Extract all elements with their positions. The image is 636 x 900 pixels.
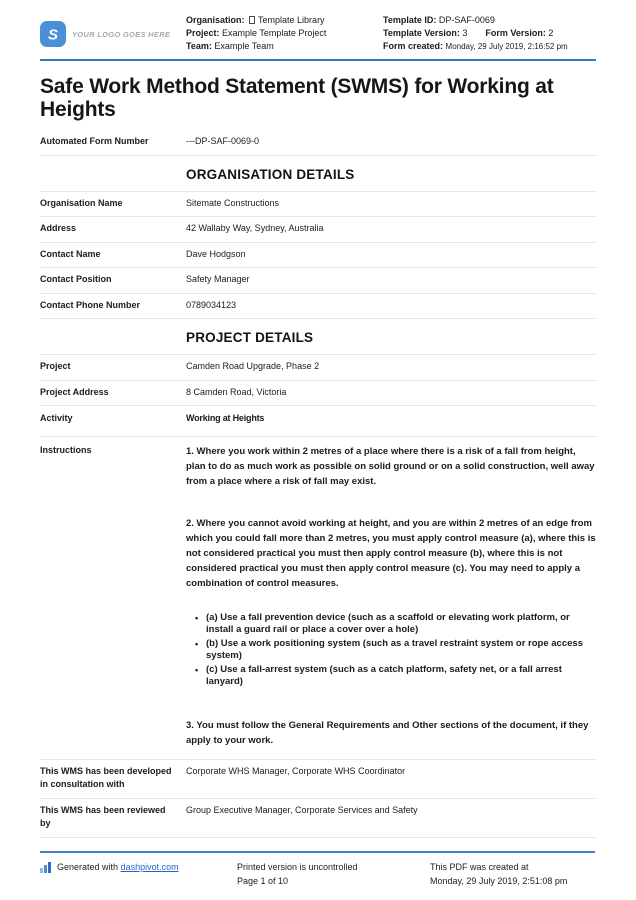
meta-form-created bbox=[383, 40, 596, 53]
reviewed-label: This WMS has been reviewed by bbox=[40, 804, 166, 829]
row-contact-position bbox=[40, 267, 596, 293]
form-version-value: 2 bbox=[548, 28, 554, 38]
row-project-address bbox=[40, 380, 596, 406]
control-measure-b: • (b) Use a work positioning system (such as a travel restraint system or rope access system) bbox=[194, 638, 596, 663]
contact-phone-label: Contact Phone Number bbox=[40, 299, 141, 310]
project-row-value: Camden Road Upgrade, Phase 2 bbox=[186, 361, 320, 372]
activity-value: Working at Heights bbox=[186, 413, 265, 424]
footer-printed-info bbox=[237, 860, 430, 888]
meta-project bbox=[186, 27, 383, 40]
document-footer bbox=[40, 851, 595, 888]
organisation-name-label: Organisation Name bbox=[40, 197, 123, 208]
row-reviewed-by bbox=[40, 798, 596, 838]
template-id-value: DP-SAF-0069 bbox=[438, 15, 495, 25]
contact-position-value: Safety Manager bbox=[186, 274, 250, 285]
instructions-para-1: 1. Where you work within 2 metres of a place where there is a risk of a fall from height, plan to do as much work as possible on solid ground or on a solid construction, well away from a place where a risk of fall may exist. bbox=[186, 445, 595, 487]
footer-generated bbox=[40, 860, 237, 888]
header-meta-left bbox=[186, 14, 383, 53]
contact-phone-value: 0789034123 bbox=[186, 299, 237, 310]
generated-prefix: Generated with bbox=[57, 862, 119, 872]
template-id-label: Template ID: bbox=[383, 15, 437, 25]
form-created-label: Form created: bbox=[383, 41, 444, 51]
dashpivot-logo-icon bbox=[40, 21, 66, 47]
activity-label: Activity bbox=[40, 413, 73, 424]
organisation-details-table bbox=[40, 191, 596, 320]
pdf-created-timestamp: Monday, 29 July 2019, 2:51:08 pm bbox=[430, 876, 568, 886]
header-meta-right bbox=[383, 14, 596, 53]
developed-label: This WMS has been developed in consultation with bbox=[40, 765, 172, 790]
organisation-name-value: Sitemate Constructions bbox=[186, 197, 280, 208]
header-divider bbox=[40, 59, 596, 61]
meta-organisation bbox=[186, 14, 383, 27]
dashpivot-link[interactable]: dashpivot.com bbox=[120, 862, 179, 872]
row-automated-form-number bbox=[40, 130, 596, 156]
meta-template-id bbox=[383, 14, 596, 27]
contact-name-label: Contact Name bbox=[40, 248, 101, 259]
address-value: 42 Wallaby Way, Sydney, Australia bbox=[186, 223, 324, 234]
control-measure-c: • (c) Use a fall-arrest system (such as a catch platform, safety net, or a fall arrest lanyard) bbox=[194, 664, 596, 689]
developed-value: Corporate WHS Manager, Corporate WHS Coordinator bbox=[186, 765, 406, 776]
instructions-content bbox=[186, 444, 596, 748]
form-version-label: Form Version: bbox=[485, 28, 546, 38]
project-details-table bbox=[40, 354, 596, 838]
contact-position-label: Contact Position bbox=[40, 274, 112, 285]
project-address-label: Project Address bbox=[40, 386, 109, 397]
printed-uncontrolled-text: Printed version is uncontrolled bbox=[237, 862, 358, 872]
row-project bbox=[40, 354, 596, 380]
template-version-label: Template Version: bbox=[383, 28, 460, 38]
organisation-label: Organisation: bbox=[186, 15, 245, 25]
organisation-details-heading: ORGANISATION DETAILS bbox=[186, 166, 355, 182]
control-measures-list bbox=[194, 612, 596, 689]
row-contact-phone-number bbox=[40, 293, 596, 320]
row-contact-name bbox=[40, 242, 596, 268]
page-number-text: Page 1 of 10 bbox=[237, 876, 289, 886]
page-title: Safe Work Method Statement (SWMS) for Working at Heights bbox=[40, 75, 554, 121]
placeholder-box-icon bbox=[249, 16, 255, 24]
row-activity bbox=[40, 405, 596, 436]
bar-chart-icon bbox=[40, 862, 52, 873]
svg-text:S: S bbox=[47, 26, 59, 44]
row-address bbox=[40, 216, 596, 242]
form-created-value: Monday, 29 July 2019, 2:16:52 pm bbox=[445, 42, 568, 51]
template-version-value: 3 bbox=[462, 28, 468, 38]
logo-placeholder-text: YOUR LOGO GOES HERE bbox=[72, 29, 171, 39]
team-value: Example Team bbox=[214, 41, 274, 51]
row-organisation-name bbox=[40, 191, 596, 217]
logo-block bbox=[40, 14, 186, 47]
instructions-para-3: 3. You must follow the General Requirements and Other sections of the document, if they apply to your work. bbox=[186, 719, 589, 746]
row-developed-in-consultation bbox=[40, 759, 596, 798]
organisation-value: Template Library bbox=[258, 15, 325, 25]
row-instructions bbox=[40, 436, 596, 759]
automated-form-number-label: Automated Form Number bbox=[40, 136, 149, 147]
instructions-para-2: 2. Where you cannot avoid working at height, and you are within 2 metres of an edge from which you could fall more than 2 metres, you must apply control measure (a), where this is not considered practical you must then apply control measure (b), where this is not considered practical you must then apply control measure (c). You may need to apply a combination of control measures. bbox=[186, 517, 596, 589]
project-address-value: 8 Camden Road, Victoria bbox=[186, 386, 287, 397]
control-measure-a: • (a) Use a fall prevention device (such as a scaffold or elevating work platform, or install a guard rail or place a cover over a hole) bbox=[194, 612, 596, 637]
document-header bbox=[40, 0, 596, 53]
project-label: Project: bbox=[186, 28, 220, 38]
team-label: Team: bbox=[186, 41, 212, 51]
instructions-label: Instructions bbox=[40, 444, 92, 455]
footer-created-info bbox=[430, 860, 595, 888]
address-label: Address bbox=[40, 223, 77, 234]
automated-form-number-value: ---DP-SAF-0069-0 bbox=[186, 136, 260, 147]
meta-versions bbox=[383, 27, 596, 40]
meta-team bbox=[186, 40, 383, 53]
project-value: Example Template Project bbox=[222, 28, 327, 38]
project-row-label: Project bbox=[40, 361, 71, 372]
reviewed-value: Group Executive Manager, Corporate Services and Safety bbox=[186, 804, 418, 815]
project-details-heading: PROJECT DETAILS bbox=[186, 330, 314, 346]
pdf-created-label: This PDF was created at bbox=[430, 862, 529, 872]
contact-name-value: Dave Hodgson bbox=[186, 248, 246, 259]
generated-with-text bbox=[57, 860, 179, 874]
